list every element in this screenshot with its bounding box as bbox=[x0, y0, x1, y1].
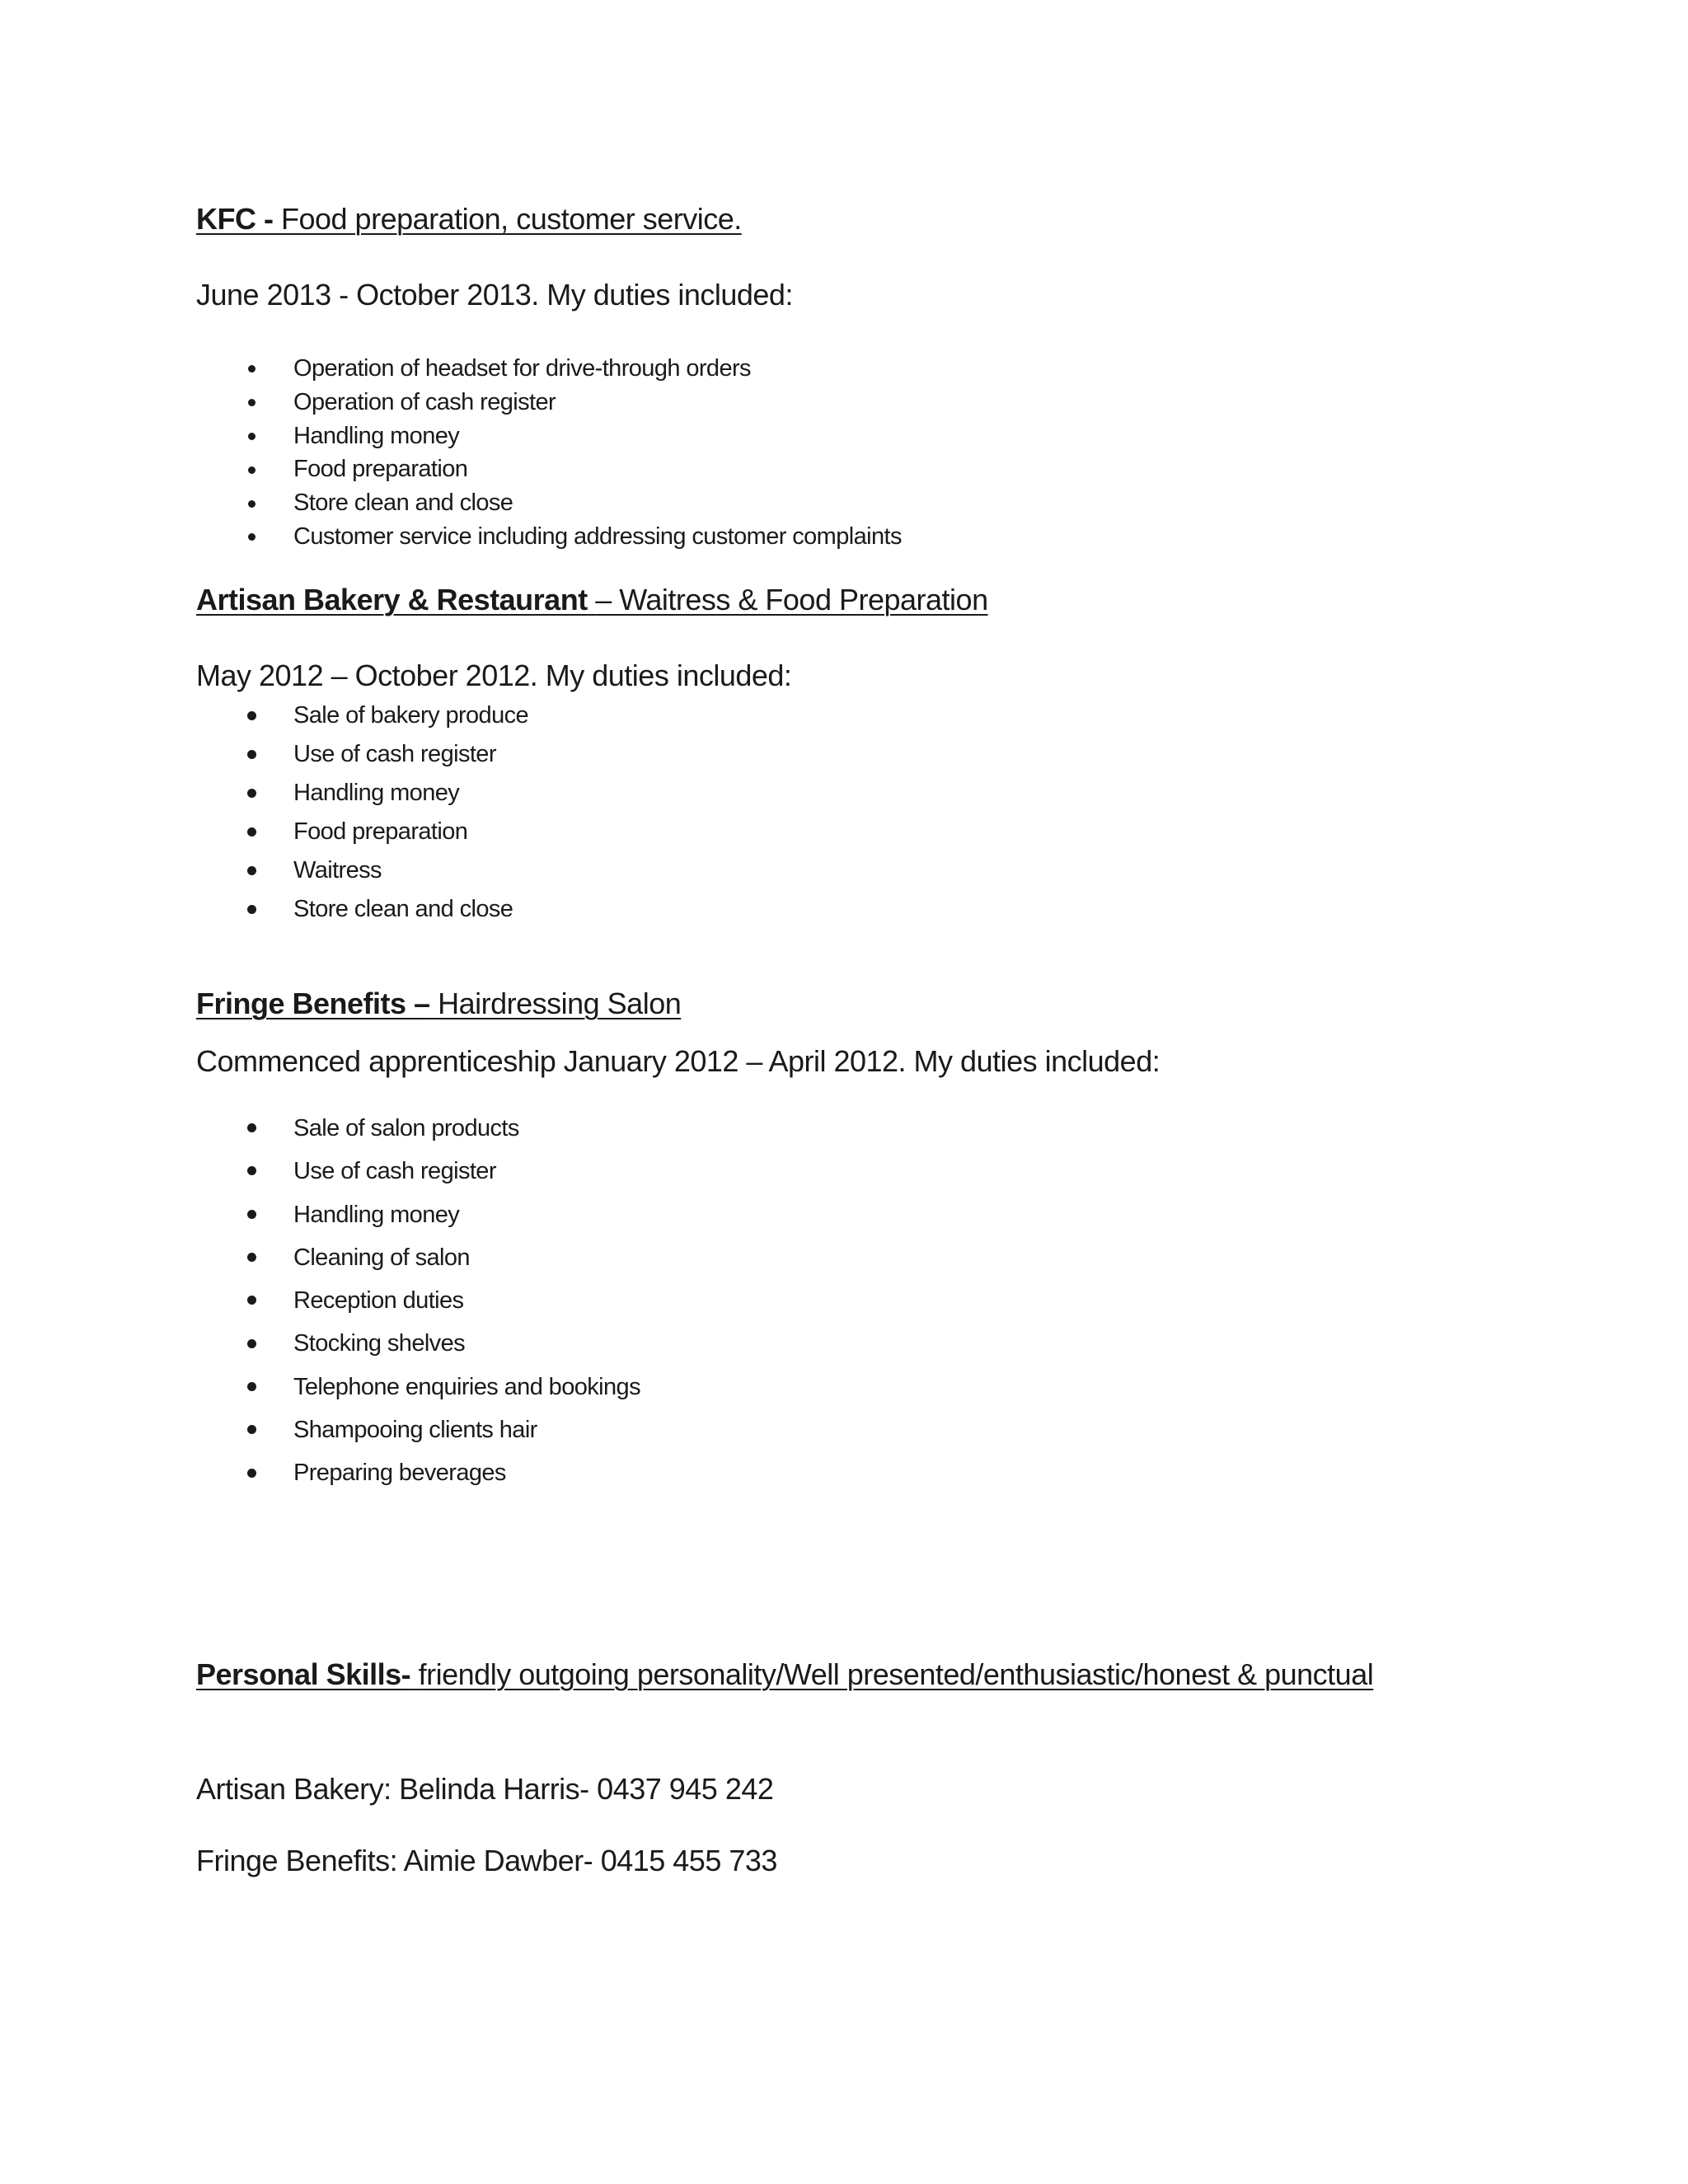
job-dates: June 2013 - October 2013. My duties included: bbox=[196, 278, 793, 312]
company-name: KFC - bbox=[196, 202, 274, 236]
job-dates: May 2012 – October 2012. My duties included: bbox=[196, 658, 792, 692]
bullet-icon bbox=[248, 365, 256, 373]
bullet-icon bbox=[248, 533, 256, 541]
list-item: Handling money bbox=[196, 419, 902, 453]
list-item: Sale of bakery produce bbox=[196, 696, 528, 735]
bullet-icon bbox=[247, 711, 256, 720]
list-item: Operation of headset for drive-through orders bbox=[196, 352, 902, 386]
bullet-icon bbox=[247, 1166, 256, 1175]
referee-fringe-benefits: Fringe Benefits: Aimie Dawber- 0415 455 733 bbox=[196, 1844, 777, 1877]
list-item: Handling money bbox=[196, 1193, 640, 1236]
company-name: Fringe Benefits – bbox=[196, 987, 430, 1020]
list-item: Shampooing clients hair bbox=[196, 1408, 640, 1451]
bullet-icon bbox=[248, 500, 256, 508]
duties-list-kfc bbox=[196, 352, 902, 554]
bullet-icon bbox=[247, 1339, 256, 1348]
bullet-icon bbox=[247, 1425, 256, 1434]
list-item: Store clean and close bbox=[196, 486, 902, 520]
list-item: Reception duties bbox=[196, 1279, 640, 1322]
list-item: Use of cash register bbox=[196, 735, 528, 774]
bullet-icon bbox=[247, 827, 256, 837]
bullet-icon bbox=[248, 433, 256, 440]
list-item: Telephone enquiries and bookings bbox=[196, 1366, 640, 1408]
bullet-icon bbox=[247, 905, 256, 914]
referee-artisan-bakery: Artisan Bakery: Belinda Harris- 0437 945 242 bbox=[196, 1772, 774, 1806]
bullet-icon bbox=[247, 1123, 256, 1132]
bullet-icon bbox=[247, 1382, 256, 1391]
job-dates: Commenced apprenticeship January 2012 – April 2012. My duties included: bbox=[196, 1044, 1160, 1078]
bullet-icon bbox=[247, 750, 256, 759]
list-item: Stocking shelves bbox=[196, 1322, 640, 1365]
list-item: Store clean and close bbox=[196, 890, 528, 929]
company-name: Artisan Bakery & Restaurant bbox=[196, 583, 588, 616]
bullet-icon bbox=[247, 789, 256, 798]
list-item: Food preparation bbox=[196, 452, 902, 486]
duties-list-fringe-benefits bbox=[196, 1107, 640, 1495]
list-item: Cleaning of salon bbox=[196, 1236, 640, 1279]
job-role: – Waitress & Food Preparation bbox=[595, 583, 988, 616]
list-item: Use of cash register bbox=[196, 1150, 640, 1193]
list-item: Food preparation bbox=[196, 813, 528, 851]
personal-skills-text: friendly outgoing personality/Well presented/enthusiastic/honest & punctual bbox=[418, 1657, 1374, 1691]
list-item: Waitress bbox=[196, 851, 528, 890]
list-item: Customer service including addressing customer complaints bbox=[196, 520, 902, 554]
bullet-icon bbox=[247, 1210, 256, 1219]
job-role: Hairdressing Salon bbox=[438, 987, 682, 1020]
bullet-icon bbox=[247, 1469, 256, 1478]
job-heading-artisan-bakery bbox=[196, 582, 988, 618]
list-item: Operation of cash register bbox=[196, 386, 902, 419]
job-role: Food preparation, customer service. bbox=[281, 202, 742, 236]
bullet-icon bbox=[247, 1253, 256, 1262]
bullet-icon bbox=[248, 466, 256, 474]
bullet-icon bbox=[247, 1296, 256, 1305]
personal-skills bbox=[196, 1657, 1373, 1693]
list-item: Sale of salon products bbox=[196, 1107, 640, 1150]
job-heading-fringe-benefits bbox=[196, 986, 681, 1022]
list-item: Preparing beverages bbox=[196, 1451, 640, 1494]
bullet-icon bbox=[248, 399, 256, 406]
personal-skills-label: Personal Skills- bbox=[196, 1657, 411, 1691]
job-heading-kfc bbox=[196, 201, 742, 237]
duties-list-artisan-bakery bbox=[196, 696, 528, 929]
list-item: Handling money bbox=[196, 774, 528, 813]
bullet-icon bbox=[247, 866, 256, 875]
